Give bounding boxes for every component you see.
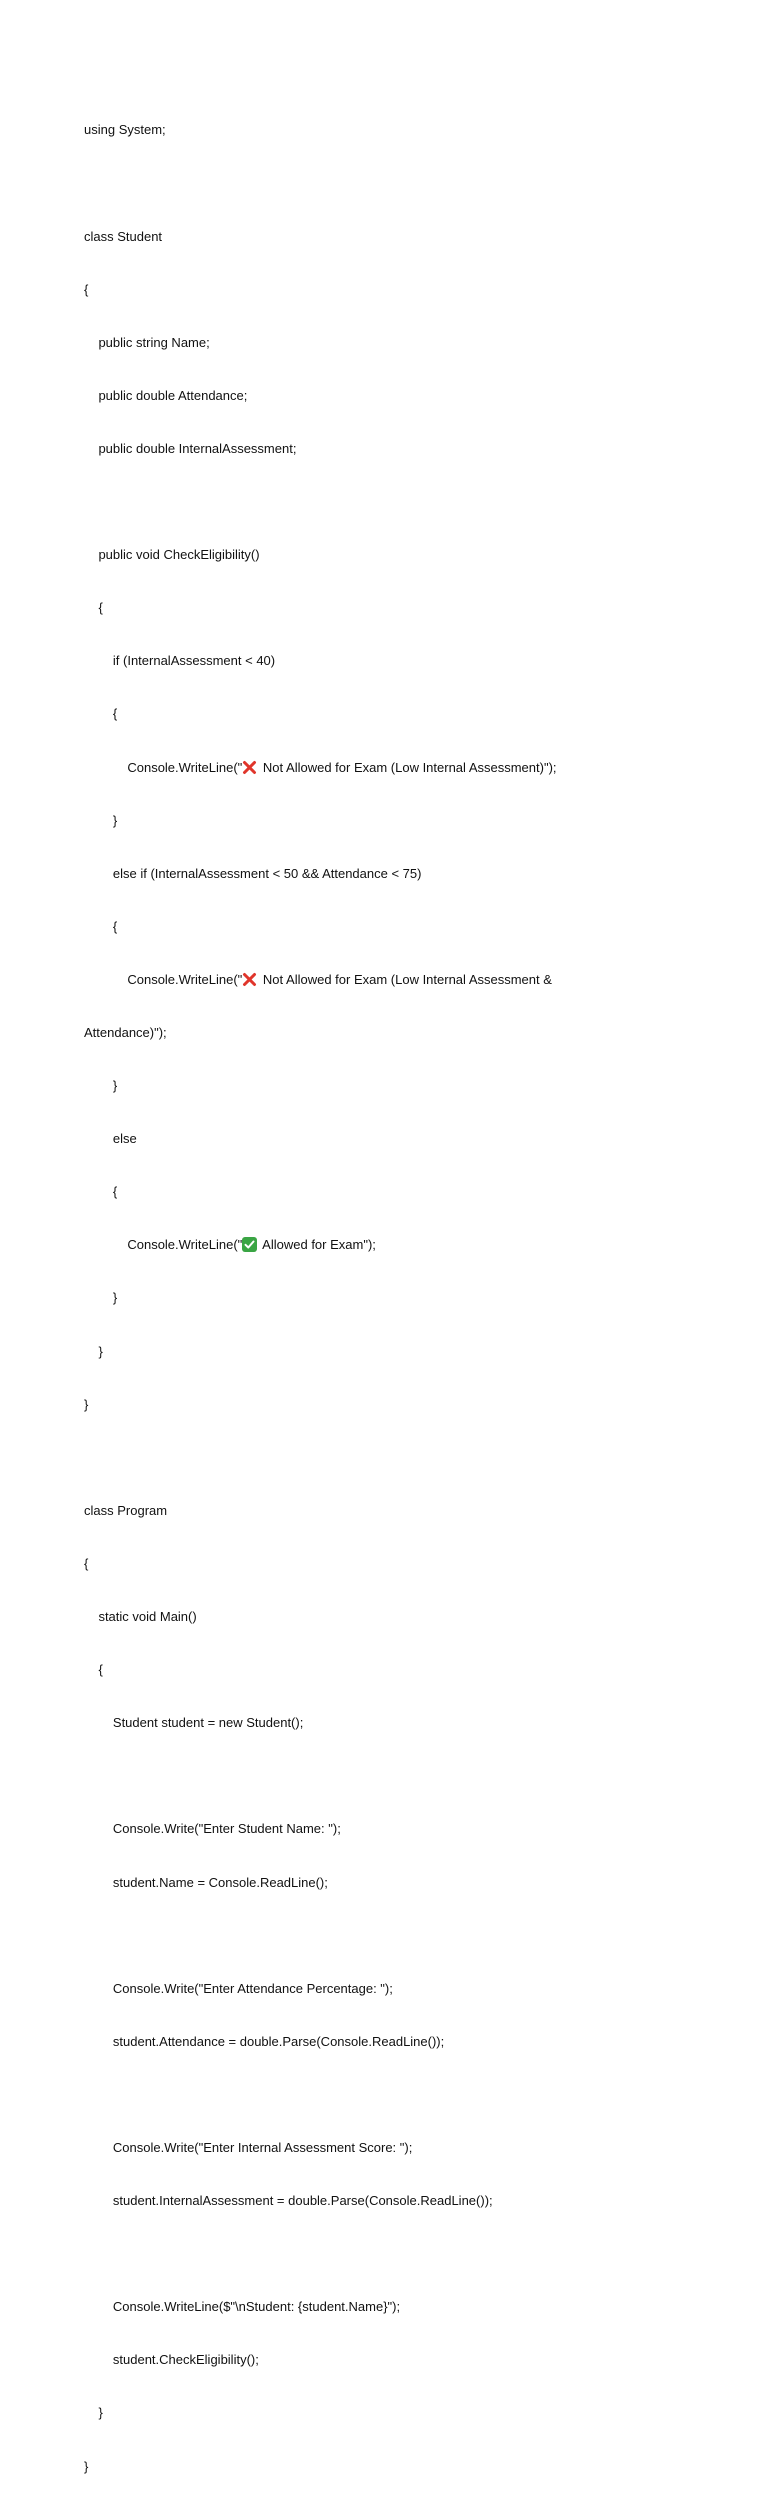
code-line: { xyxy=(84,281,89,297)
code-line: Console.Write("Enter Internal Assessment Score: "); xyxy=(84,2139,413,2155)
code-line: else xyxy=(84,1131,137,1147)
code-line-with-icon xyxy=(84,1236,684,1254)
code-line: { xyxy=(84,1555,89,1571)
code-line: Student student = new Student(); xyxy=(84,1715,304,1731)
code-fragment: Allowed for Exam"); xyxy=(259,1237,376,1253)
code-line: Console.Write("Enter Student Name: "); xyxy=(84,1821,341,1837)
code-line xyxy=(84,2245,684,2263)
code-line: else if (InternalAssessment < 50 && Attendance < 75) xyxy=(84,865,422,881)
code-line: } xyxy=(84,1290,118,1306)
code-line: static void Main() xyxy=(84,1609,197,1625)
code-line-with-icon xyxy=(84,759,684,777)
code-line: } xyxy=(84,2405,103,2421)
code-fragment: Not Allowed for Exam (Low Internal Assessment & xyxy=(259,971,552,987)
code-line: { xyxy=(84,918,118,934)
code-line: } xyxy=(84,1343,103,1359)
code-line xyxy=(84,1449,684,1467)
code-line: } xyxy=(84,1078,118,1094)
code-fragment: Not Allowed for Exam (Low Internal Assessment)"); xyxy=(259,759,557,775)
code-line: Console.WriteLine($"\nStudent: {student.Name}"); xyxy=(84,2299,401,2315)
code-line: class Program xyxy=(84,1502,168,1518)
code-line: } xyxy=(84,812,118,828)
cross-mark-icon xyxy=(242,760,257,775)
cross-mark-icon xyxy=(242,972,257,987)
code-line xyxy=(84,175,684,193)
code-fragment: Console.WriteLine(" xyxy=(84,971,243,987)
code-line: student.Attendance = double.Parse(Console.ReadLine()); xyxy=(84,2033,445,2049)
code-line xyxy=(84,493,684,511)
code-line: public double Attendance; xyxy=(84,387,248,403)
code-line: public double InternalAssessment; xyxy=(84,440,297,456)
code-line xyxy=(84,1927,684,1945)
code-line: public string Name; xyxy=(84,334,210,350)
code-fragment: Console.WriteLine(" xyxy=(84,1237,243,1253)
code-line xyxy=(84,2086,684,2104)
code-line: Console.Write("Enter Attendance Percentage: "); xyxy=(84,1980,393,1996)
code-line: class Student xyxy=(84,228,163,244)
code-block xyxy=(84,86,684,2511)
code-line: student.Name = Console.ReadLine(); xyxy=(84,1874,328,1890)
code-line: public void CheckEligibility() xyxy=(84,547,260,563)
code-line: { xyxy=(84,706,118,722)
code-line: { xyxy=(84,1662,103,1678)
code-line: } xyxy=(84,2458,89,2474)
code-line-with-icon xyxy=(84,971,684,989)
code-line: student.CheckEligibility(); xyxy=(84,2352,259,2368)
code-line: { xyxy=(84,1184,118,1200)
code-line xyxy=(84,1767,684,1785)
check-mark-icon xyxy=(242,1237,257,1252)
code-line: if (InternalAssessment < 40) xyxy=(84,653,276,669)
code-line: } xyxy=(84,1396,89,1412)
code-line: Attendance)"); xyxy=(84,1025,167,1040)
code-line: using System; xyxy=(84,122,166,138)
code-fragment: Console.WriteLine(" xyxy=(84,759,243,775)
code-line: { xyxy=(84,600,103,616)
code-line: student.InternalAssessment = double.Parse(Console.ReadLine()); xyxy=(84,2193,493,2209)
